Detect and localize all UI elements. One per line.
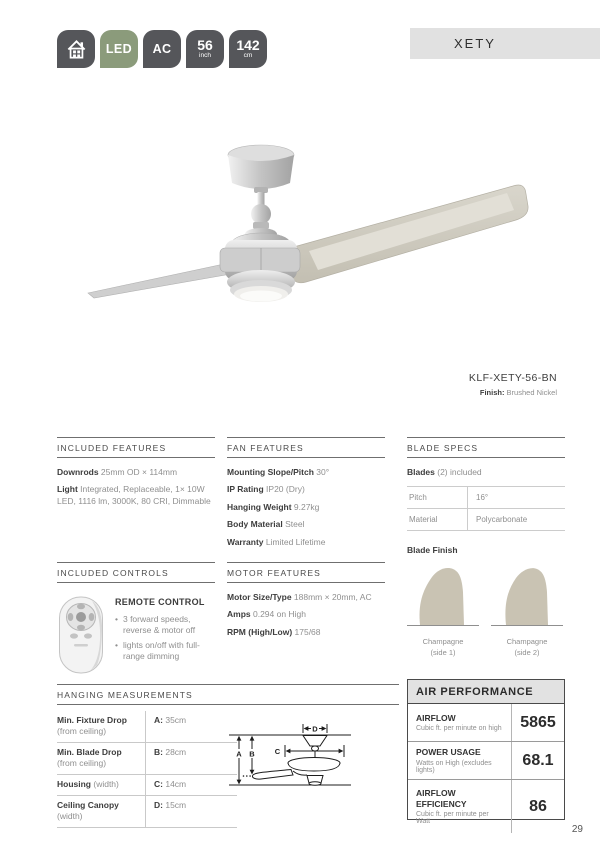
feature-item <box>227 519 385 530</box>
feature-label: Light <box>57 484 78 495</box>
included-features-section <box>57 437 215 513</box>
measure-sub: (from ceiling) <box>57 758 107 769</box>
table-row <box>407 509 565 531</box>
bullet-text: 3 forward speeds, reverse & motor off <box>122 614 196 636</box>
hanging-measurements-section <box>57 684 399 828</box>
list-item <box>115 640 215 662</box>
feature-item <box>227 609 385 620</box>
diagram-label-c: C <box>274 747 281 756</box>
section-title: FAN FEATURES <box>227 437 385 458</box>
finish-label: Finish: <box>479 388 505 397</box>
fan-product-image <box>55 110 580 345</box>
table-row <box>57 796 237 828</box>
swatch-caption <box>491 637 563 657</box>
air-performance-row <box>408 704 564 742</box>
swatch-name: Champagne <box>422 637 464 647</box>
led-badge <box>100 30 138 68</box>
size-cm-value: 142 <box>236 37 260 54</box>
metric-sublabel: Cubic ft. per minute per Watt <box>416 810 489 825</box>
included-controls-section <box>57 562 215 675</box>
size-cm-badge <box>229 30 267 68</box>
section-title: BLADE SPECS <box>407 437 565 458</box>
air-performance-row <box>408 780 564 833</box>
house-icon <box>65 38 88 61</box>
feature-value: 175/68 <box>292 626 321 637</box>
blade-swatch <box>491 563 563 657</box>
bullet-text: lights on/off with full-range dimming <box>122 640 200 662</box>
measure-name: Ceiling Canopy <box>57 800 119 811</box>
feature-value: Integrated, Replaceable, 1× 10W LED, 1116 lm, 3000K, 80 CRI, Dimmable <box>57 484 211 506</box>
blade-shape-icon <box>491 563 563 629</box>
air-performance-panel <box>407 679 565 825</box>
diagram-label-d: D <box>312 724 318 734</box>
swatch-name: Champagne <box>506 637 548 647</box>
feature-label: Motor Size/Type <box>227 592 292 602</box>
blades-line <box>407 467 565 478</box>
measure-key: D: <box>154 800 163 811</box>
blades-label: Blades <box>407 467 435 477</box>
spec-value: 16° <box>467 487 565 508</box>
feature-value: Limited Lifetime <box>263 536 326 547</box>
fan-features-section <box>227 437 385 554</box>
swatch-caption <box>407 637 479 657</box>
size-inch-badge <box>186 30 224 68</box>
blade-spec-table <box>407 486 565 531</box>
finish-value: Brushed Nickel <box>504 388 557 397</box>
metric-value: 5865 <box>511 704 564 741</box>
diagram-label-a: A <box>236 749 242 759</box>
metric-sublabel: Cubic ft. per minute on high <box>416 725 502 733</box>
size-inch-unit: inch <box>199 52 211 60</box>
measure-name: Housing <box>57 779 91 790</box>
feature-label: Downrods <box>57 467 99 477</box>
measure-label <box>57 743 145 774</box>
measure-number: 28cm <box>162 747 187 758</box>
air-performance-row <box>408 742 564 780</box>
list-item <box>115 614 215 636</box>
product-title-box <box>410 28 600 59</box>
diagram-label-b: B <box>249 749 255 759</box>
measure-key: B: <box>154 747 163 758</box>
model-number: KLF-XETY-56-BN <box>468 372 557 384</box>
finish-line <box>469 388 557 397</box>
spec-badges <box>57 30 267 68</box>
remote-control-image <box>57 595 105 675</box>
feature-item <box>227 592 385 603</box>
remote-control-title: REMOTE CONTROL <box>115 597 205 607</box>
feature-item <box>57 467 215 478</box>
table-row <box>407 487 565 509</box>
section-title: INCLUDED CONTROLS <box>57 562 215 583</box>
model-block <box>469 372 557 397</box>
feature-label: Body Material <box>227 519 283 530</box>
feature-value: 30° <box>313 467 330 477</box>
bullet-icon: • <box>115 640 118 651</box>
feature-label: IP Rating <box>227 484 264 495</box>
feature-value: IP20 (Dry) <box>263 484 305 495</box>
measure-sub: (from ceiling) <box>57 726 107 737</box>
section-title: HANGING MEASUREMENTS <box>57 684 399 705</box>
measure-label <box>57 775 145 795</box>
measure-value <box>145 743 237 774</box>
spec-label: Material <box>409 515 438 525</box>
swatch-side: (side 2) <box>514 647 540 657</box>
feature-item <box>227 467 385 478</box>
metric-sublabel: Watts on High (excludes lights) <box>416 759 492 774</box>
measure-name: Min. Fixture Drop <box>57 715 127 725</box>
feature-item <box>227 484 385 495</box>
feature-item <box>227 627 385 638</box>
hanging-measurement-diagram <box>227 717 399 814</box>
measure-key: A: <box>154 715 163 725</box>
blade-finish-swatches <box>407 563 565 657</box>
fan-blade-panel <box>309 193 514 270</box>
ac-badge-label: AC <box>152 42 172 56</box>
measure-number: 14cm <box>162 779 187 790</box>
table-row <box>57 711 237 743</box>
measure-value <box>145 775 237 795</box>
measure-sub: (width) <box>57 811 83 822</box>
hanging-measurements-table <box>57 711 237 828</box>
measure-value <box>145 796 237 827</box>
feature-label: Hanging Weight <box>227 501 292 512</box>
ac-badge <box>143 30 181 68</box>
feature-value: 0.294 on High <box>250 609 306 620</box>
blade-shape-icon <box>407 563 479 629</box>
measure-sub: (width) <box>91 779 119 790</box>
measure-value <box>145 711 237 742</box>
table-row <box>57 743 237 775</box>
metric-value: 68.1 <box>511 742 564 779</box>
motor-features-section <box>227 562 385 644</box>
section-title: INCLUDED FEATURES <box>57 437 215 458</box>
measure-number: 15cm <box>162 800 187 811</box>
blade-specs-section <box>407 437 565 658</box>
indoor-badge <box>57 30 95 68</box>
measure-label <box>57 796 145 827</box>
feature-item <box>227 502 385 513</box>
measure-number: 35cm <box>162 715 187 725</box>
spec-value: Polycarbonate <box>467 509 565 530</box>
metric-label: AIRFLOW EFFICIENCY <box>416 788 467 809</box>
feature-label: Amps <box>227 609 251 620</box>
feature-label: Warranty <box>227 536 264 547</box>
metric-label: POWER USAGE <box>416 747 481 758</box>
feature-value: 188mm × 20mm, AC <box>291 592 372 602</box>
metric-value: 86 <box>511 780 564 833</box>
blade-finish-title: Blade Finish <box>407 545 458 556</box>
blades-value: (2) included <box>434 467 482 477</box>
led-badge-label: LED <box>105 42 133 56</box>
spec-label: Pitch <box>409 493 427 503</box>
swatch-side: (side 1) <box>430 647 456 657</box>
feature-label: RPM (High/Low) <box>227 626 293 637</box>
feature-value: Steel <box>282 519 305 530</box>
bullet-icon: • <box>115 614 118 624</box>
feature-value: 9.27kg <box>291 501 320 512</box>
page-number: 29 <box>571 824 583 835</box>
feature-label: Mounting Slope/Pitch <box>227 467 314 477</box>
blade-swatch <box>407 563 479 657</box>
feature-item <box>57 484 215 507</box>
metric-label: AIRFLOW <box>416 712 456 723</box>
page-title: XETY <box>454 36 496 51</box>
table-row <box>57 775 237 796</box>
feature-item <box>227 537 385 548</box>
size-inch-value: 56 <box>197 37 213 54</box>
section-title: MOTOR FEATURES <box>227 562 385 583</box>
air-performance-title: AIR PERFORMANCE <box>408 680 564 704</box>
measure-name: Min. Blade Drop <box>57 747 122 758</box>
size-cm-unit: cm <box>243 52 253 60</box>
measure-label <box>57 711 145 742</box>
feature-value: 25mm OD × 114mm <box>98 467 178 477</box>
measure-key: C: <box>154 779 163 790</box>
